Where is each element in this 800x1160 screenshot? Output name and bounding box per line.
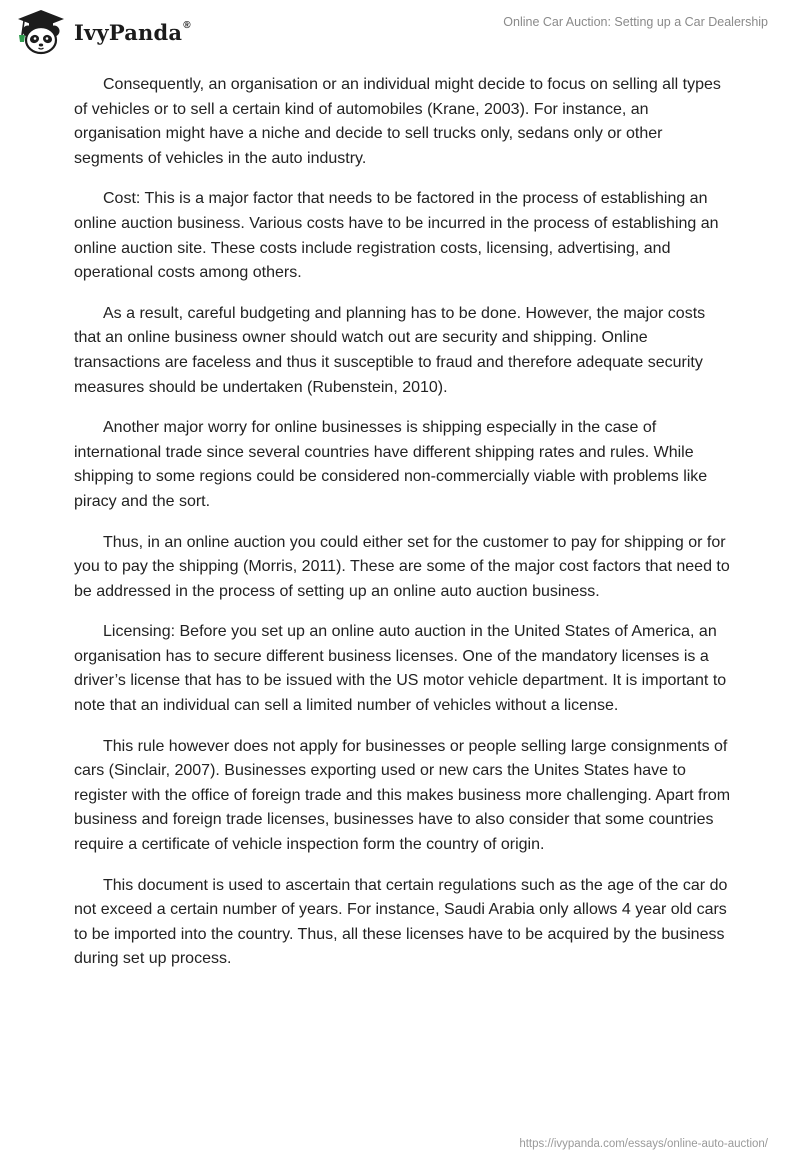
- page-header: [0, 0, 800, 60]
- panda-graduation-cap-icon: [14, 8, 68, 56]
- essay-body: [74, 73, 734, 988]
- paragraph: Cost: This is a major factor that needs to be factored in the process of establishing an online auction business. Various costs have to be incurred in the process of establishing an online auction site. These costs include registration costs, licensing, advertising, and operational costs among others.: [74, 190, 719, 282]
- paragraph: This rule however does not apply for businesses or people selling large consignments of cars (Sinclair, 2007). Businesses exporting used or new cars the Unites States have to register with the office of foreign trade and this makes business more challenging. Apart from business and foreign trade licenses, businesses have to also consider that some countries require a certificate of vehicle inspection form the country of origin.: [74, 737, 731, 854]
- paragraph: Another major worry for online businesses is shipping especially in the case of international trade since several countries have different shipping rates and rules. While shipping to some regions could be considered non-commercially viable with problems like piracy and the sort.: [74, 419, 708, 510]
- source-url[interactable]: https://ivypanda.com/essays/online-auto-auction/: [519, 1138, 768, 1150]
- paragraph: This document is used to ascertain that certain regulations such as the age of the car do not exceed a certain number of years. For instance, Saudi Arabia only allows 4 year old cars to be imported into the country. Thus, all these licenses have to be acquired by the business during set up process.: [74, 876, 728, 968]
- brand-name: IvyPanda®: [74, 19, 191, 45]
- document-title: Online Car Auction: Setting up a Car Dealership: [503, 15, 768, 29]
- registered-mark: ®: [183, 19, 191, 31]
- paragraph: Consequently, an organisation or an individual might decide to focus on selling all types of vehicles or to sell a certain kind of automobiles (Krane, 2003). For instance, an organisation might have a niche and decide to sell trucks only, sedans only or other segments of vehicles in the auto industry.: [74, 76, 721, 167]
- brand-logo[interactable]: [14, 8, 191, 56]
- paragraph: Thus, in an online auction you could either set for the customer to pay for shipping or for you to pay the shipping (Morris, 2011). These are some of the major cost factors that need to be addressed in the process of setting up an online auto auction business.: [74, 533, 730, 600]
- paragraph: Licensing: Before you set up an online auto auction in the United States of America, an organisation has to secure different business licenses. One of the mandatory licenses is a driver’s license that has to be issued with the US motor vehicle department. It is important to note that an individual can sell a limited number of vehicles without a license.: [74, 623, 727, 715]
- paragraph: As a result, careful budgeting and planning has to be done. However, the major costs that an online business owner should watch out are security and shipping. Online transactions are faceless and thus it susceptible to fraud and therefore adequate security measures should be undertaken (Rubenstein, 2010).: [74, 304, 706, 396]
